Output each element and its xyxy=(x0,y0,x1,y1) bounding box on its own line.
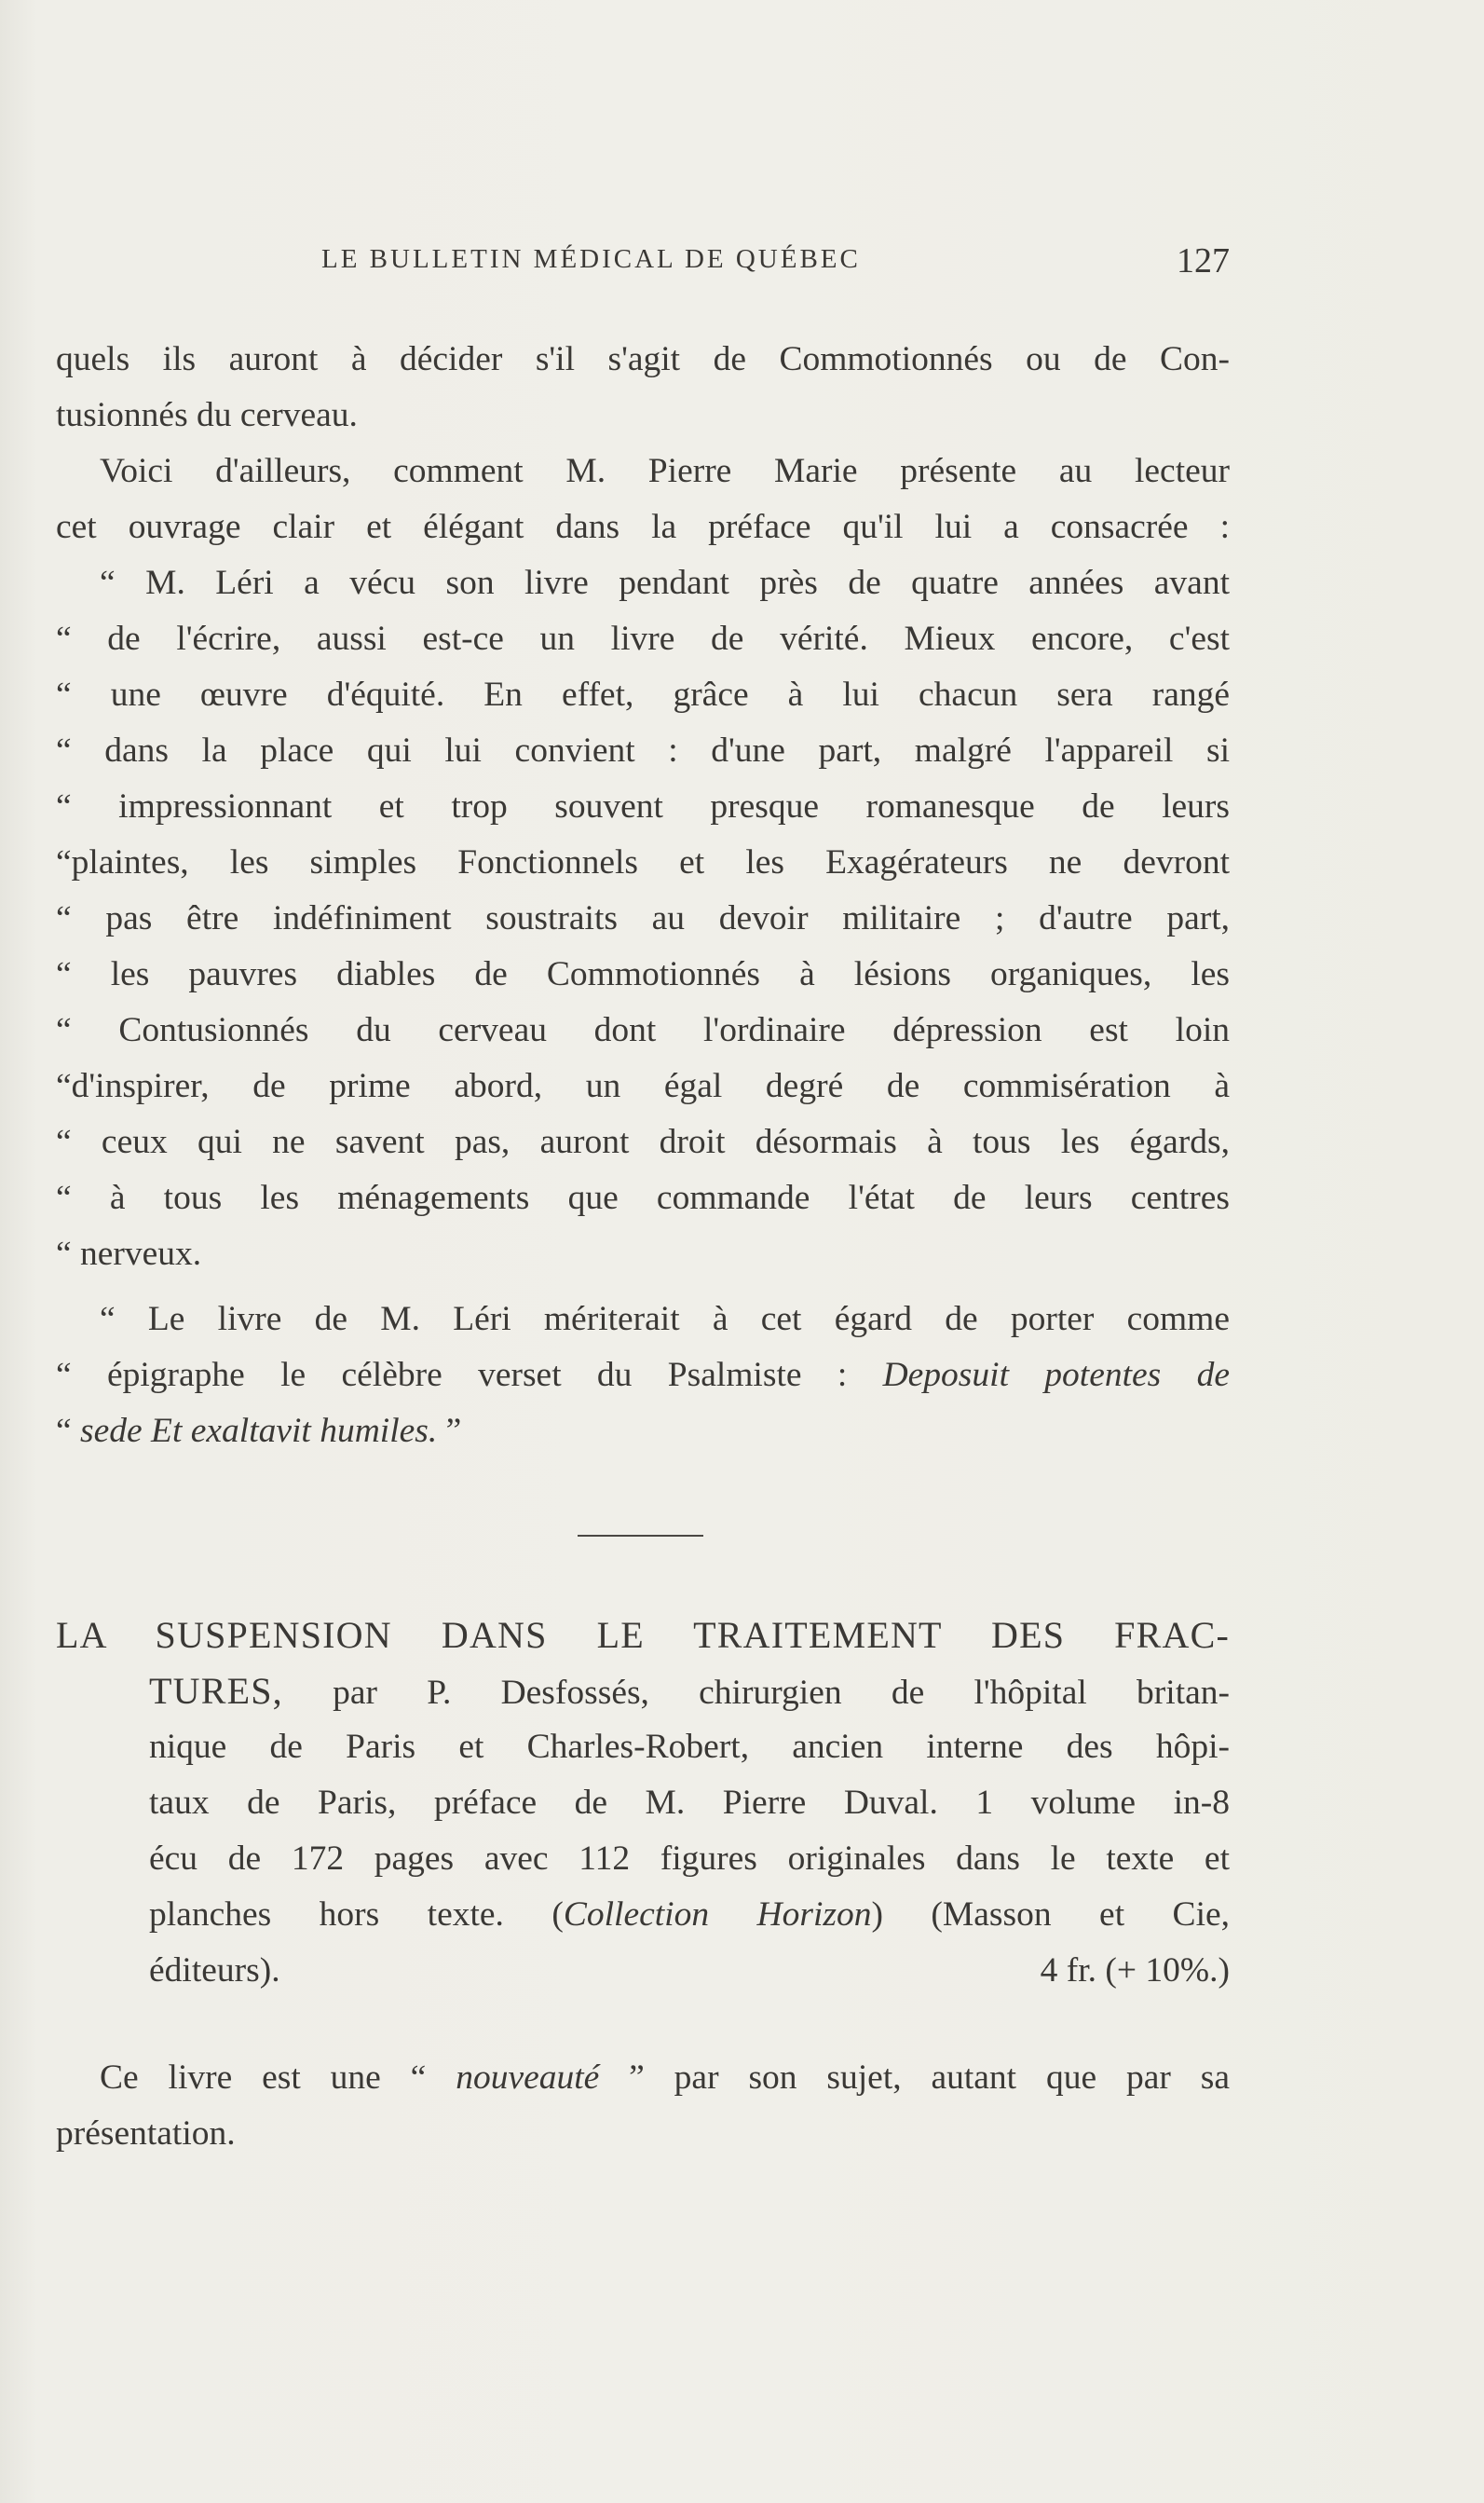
review-text-line: présentation. xyxy=(56,2114,236,2153)
quote-mark: “ xyxy=(56,1412,81,1450)
quote-line: “ nerveux. xyxy=(56,1235,202,1273)
epigraph-prefix: “ épigraphe le célèbre verset du Psalmiste : xyxy=(56,1356,883,1394)
running-head: LE BULLETIN MÉDICAL DE QUÉBEC xyxy=(321,244,861,274)
review-text: Ce livre est une “ xyxy=(100,2058,456,2097)
book-entry-line xyxy=(149,1943,1230,1999)
quote-line: “ Contusionnés du cerveau dont l'ordinaire dépression est loin xyxy=(56,1011,1230,1049)
epigraph-line xyxy=(56,1347,1230,1403)
text-line: cet ouvrage clair et élégant dans la préface qu'il lui a consacrée : xyxy=(56,508,1230,546)
epigraph-latin: Deposuit potentes de xyxy=(882,1356,1230,1394)
quote-line: “ de l'écrire, aussi est-ce un livre de vérité. Mieux encore, c'est xyxy=(56,620,1230,658)
text-line: quels ils auront à décider s'il s'agit de Commotionnés ou de Con- xyxy=(56,340,1230,378)
quote-line: “ à tous les ménagements que commande l'état de leurs centres xyxy=(56,1179,1230,1217)
page-header xyxy=(56,241,1230,291)
review-text-line xyxy=(100,2050,1230,2106)
emphasis: nouveauté xyxy=(456,2058,600,2097)
publisher: éditeurs). xyxy=(149,1951,280,1990)
book-entry-line: nique de Paris et Charles-Robert, ancien interne des hôpi- xyxy=(149,1728,1230,1766)
book-entry-line: écu de 172 pages avec 112 figures originales dans le texte et xyxy=(149,1840,1230,1878)
collection-name: Collection Horizon xyxy=(563,1895,872,1934)
text-line: tusionnés du cerveau. xyxy=(56,396,358,434)
book-entry-line xyxy=(149,1887,1230,1943)
page-number: 127 xyxy=(1177,241,1230,280)
epigraph-line xyxy=(56,1403,1230,1459)
quote-line: “ les pauvres diables de Commotionnés à lésions organiques, les xyxy=(56,955,1230,993)
book-entry-line xyxy=(149,1663,1230,1719)
price: 4 fr. (+ 10%.) xyxy=(1040,1951,1230,1990)
book-entry-text: ) (Masson et Cie, xyxy=(871,1895,1230,1934)
quote-line: “ dans la place qui lui convient : d'une part, malgré l'appareil si xyxy=(56,732,1230,770)
quote-line: “ Le livre de M. Léri mériterait à cet égard de porter comme xyxy=(100,1300,1230,1338)
section-divider xyxy=(578,1535,703,1537)
book-entry-text: planches hors texte. ( xyxy=(149,1895,564,1934)
quote-line: “ pas être indéfiniment soustraits au devoir militaire ; d'autre part, xyxy=(56,899,1230,937)
quote-line: “ impressionnant et trop souvent presque romanesque de leurs xyxy=(56,787,1230,826)
text-line: Voici d'ailleurs, comment M. Pierre Marie présente au lecteur xyxy=(100,452,1230,490)
quote-line: “ une œuvre d'équité. En effet, grâce à lui chacun sera rangé xyxy=(56,676,1230,714)
quote-mark: ” xyxy=(437,1412,462,1450)
review-text: ” par son sujet, autant que par sa xyxy=(599,2058,1230,2097)
book-entry-text: par P. Desfossés, chirurgien de l'hôpital britan- xyxy=(282,1674,1230,1712)
book-entry-line: taux de Paris, préface de M. Pierre Duval. 1 volume in-8 xyxy=(149,1784,1230,1822)
book-title-cont: TURES, xyxy=(149,1670,283,1712)
book-title: LA SUSPENSION DANS LE TRAITEMENT DES FRAC- xyxy=(56,1614,1230,1656)
quote-line: “plaintes, les simples Fonctionnels et les Exagérateurs ne devront xyxy=(56,843,1230,882)
quote-line: “ ceux qui ne savent pas, auront droit désormais à tous les égards, xyxy=(56,1123,1230,1161)
epigraph-latin: sede Et exaltavit humiles. xyxy=(80,1412,438,1450)
quote-line: “d'inspirer, de prime abord, un égal degré de commisération à xyxy=(56,1067,1230,1105)
quote-line: “ M. Léri a vécu son livre pendant près de quatre années avant xyxy=(100,564,1230,602)
